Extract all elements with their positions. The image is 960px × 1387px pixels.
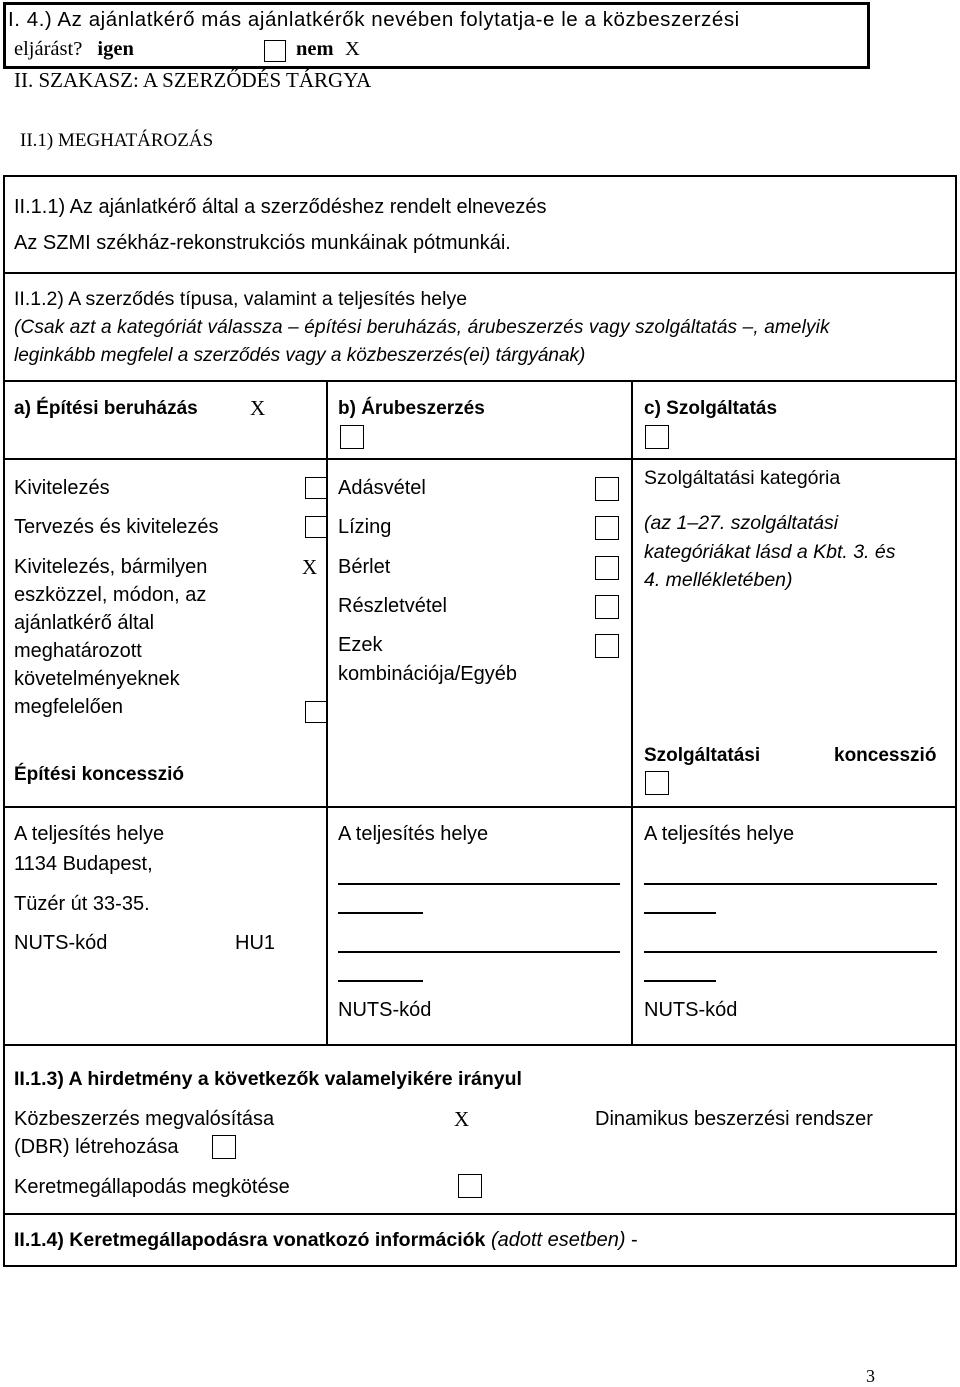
place-label-c: A teljesítés helye (644, 823, 795, 845)
supplies-item-4: Részletvétel (338, 595, 447, 617)
section-2-1-4-title: II.1.4) Keretmegállapodásra vonatkozó információk (14, 1229, 486, 1251)
section-2-1-1-title: II.1.1) Az ajánlatkérő által a szerződéshez rendelt elnevezés (14, 196, 547, 218)
works-item-2-checkbox[interactable] (305, 516, 327, 538)
nuts-label-b: NUTS-kód (338, 999, 432, 1021)
nuts-value-a: HU1 (235, 932, 276, 954)
works-mark: X (250, 396, 266, 420)
section-2-1-2-title: II.1.2) A szerződés típusa, valamint a teljesítés helye (14, 288, 468, 310)
contract-name: Az SZMI székház-rekonstrukciós munkáinak pótmunkái. (14, 232, 511, 254)
supplies-item-1-checkbox[interactable] (595, 477, 619, 501)
supplies-item-4-checkbox[interactable] (595, 595, 619, 619)
place-a-line-1: 1134 Budapest, (14, 853, 153, 875)
works-item-3-cont-4: követelményeknek (14, 668, 180, 690)
box-border-left (3, 2, 6, 68)
works-item-1: Kivitelezés (14, 477, 110, 499)
frame-left (3, 175, 5, 1267)
nuts-label-c: NUTS-kód (644, 999, 738, 1021)
col-divider-ab-2 (326, 806, 328, 1044)
divider-2 (3, 380, 957, 382)
question-4-line2 (14, 38, 134, 61)
supplies-item-2-checkbox[interactable] (595, 516, 619, 540)
nuts-label-a: NUTS-kód (14, 932, 108, 954)
works-item-3-cont-2: ajánlatkérő által (14, 612, 155, 634)
services-concession-b: koncesszió (834, 745, 937, 766)
supplies-item-1: Adásvétel (338, 477, 426, 499)
box-border-right (867, 2, 870, 68)
works-item-2: Tervezés és kivitelezés (14, 516, 219, 538)
place-b-blank-3[interactable] (338, 951, 620, 953)
supplies-header: b) Árubeszerzés (338, 398, 485, 419)
option-3-label: Keretmegállapodás megkötése (14, 1176, 290, 1198)
yes-checkbox[interactable] (264, 40, 286, 62)
page-number: 3 (866, 1366, 875, 1386)
supplies-item-5-cont: kombinációja/Egyéb (338, 663, 517, 685)
option-2-label-cont: (DBR) létrehozása (14, 1136, 179, 1158)
works-item-3-cont-5: megfelelően (14, 696, 123, 718)
option-1-label: Közbeszerzés megvalósítása (14, 1108, 275, 1130)
works-item-3: Kivitelezés, bármilyen (14, 556, 208, 578)
place-a-line-2: Tüzér út 33-35. (14, 893, 150, 915)
frame-right (955, 175, 957, 1267)
place-b-blank-4[interactable] (338, 980, 423, 982)
yes-label: igen (97, 38, 134, 60)
col-divider-bc-2 (631, 806, 633, 1044)
section-2-title: II. SZAKASZ: A SZERZŐDÉS TÁRGYA (14, 68, 372, 92)
question-4-line1: I. 4.) Az ajánlatkérő más ajánlatkérők nevében folytatja-e le a közbeszerzési (8, 8, 740, 31)
divider-5 (3, 1044, 957, 1046)
section-2-1-4-note: (adott esetben) (490, 1229, 626, 1251)
frame-bottom (3, 1265, 957, 1267)
section-2-1-3-title: II.1.3) A hirdetmény a következők valamelyikére irányul (14, 1068, 522, 1090)
place-c-blank-4[interactable] (644, 980, 716, 982)
question-4-prefix: eljárást? (14, 38, 83, 60)
supplies-item-5-checkbox[interactable] (595, 634, 619, 658)
divider-6 (3, 1213, 957, 1215)
services-concession-checkbox[interactable] (645, 771, 669, 795)
supplies-item-3: Bérlet (338, 556, 391, 578)
works-item-3-cont-3: meghatározott (14, 640, 142, 662)
option-2-label: Dinamikus beszerzési rendszer (595, 1108, 873, 1130)
option-3-checkbox[interactable] (458, 1174, 482, 1198)
col-divider-ab-1 (326, 380, 328, 806)
section-2-1-title: II.1) MEGHATÁROZÁS (20, 130, 214, 151)
place-b-blank-2[interactable] (338, 912, 423, 914)
works-item-3-checkbox[interactable] (305, 701, 327, 723)
no-mark: X (345, 38, 360, 60)
services-checkbox[interactable] (645, 425, 669, 449)
supplies-item-2: Lízing (338, 516, 392, 538)
place-label-a: A teljesítés helye (14, 823, 165, 845)
section-2-1-4-value: - (631, 1229, 638, 1251)
box-border-top (3, 2, 870, 5)
section-2-1-2-note-2: leginkább megfelel a szerződés vagy a közbeszerzés(ei) tárgyának) (14, 345, 586, 366)
services-category: Szolgáltatási kategória (644, 467, 841, 489)
divider-3 (3, 458, 957, 460)
place-c-blank-3[interactable] (644, 951, 937, 953)
place-c-blank-2[interactable] (644, 912, 716, 914)
works-concession: Építési koncesszió (14, 764, 185, 785)
supplies-item-3-checkbox[interactable] (595, 556, 619, 580)
divider-1 (3, 272, 957, 274)
option-1-mark: X (454, 1107, 470, 1131)
col-divider-bc-1 (631, 380, 633, 806)
supplies-checkbox[interactable] (340, 425, 364, 449)
services-note-2: kategóriákat lásd a Kbt. 3. és (644, 541, 896, 563)
services-concession-a: Szolgáltatási (644, 745, 761, 766)
section-2-1-2-note-1: (Csak azt a kategóriát válassza – építési beruházás, árubeszerzés vagy szolgáltatás –, amelyik (14, 317, 830, 338)
services-note-3: 4. mellékletében) (644, 569, 793, 591)
works-item-3-cont-1: eszközzel, módon, az (14, 584, 207, 606)
place-b-blank-1[interactable] (338, 883, 620, 885)
works-header: a) Építési beruházás (14, 398, 198, 419)
supplies-item-5: Ezek (338, 634, 383, 656)
place-c-blank-1[interactable] (644, 883, 937, 885)
section-2-1-4 (14, 1229, 638, 1252)
option-2-checkbox[interactable] (212, 1135, 236, 1159)
no-label: nem (296, 38, 334, 60)
divider-4 (3, 806, 957, 808)
place-label-b: A teljesítés helye (338, 823, 489, 845)
works-item-1-checkbox[interactable] (305, 477, 327, 499)
frame-top (3, 175, 957, 177)
services-header: c) Szolgáltatás (644, 398, 778, 419)
works-item-3-mark: X (302, 555, 318, 579)
services-note-1: (az 1–27. szolgáltatási (644, 512, 839, 534)
